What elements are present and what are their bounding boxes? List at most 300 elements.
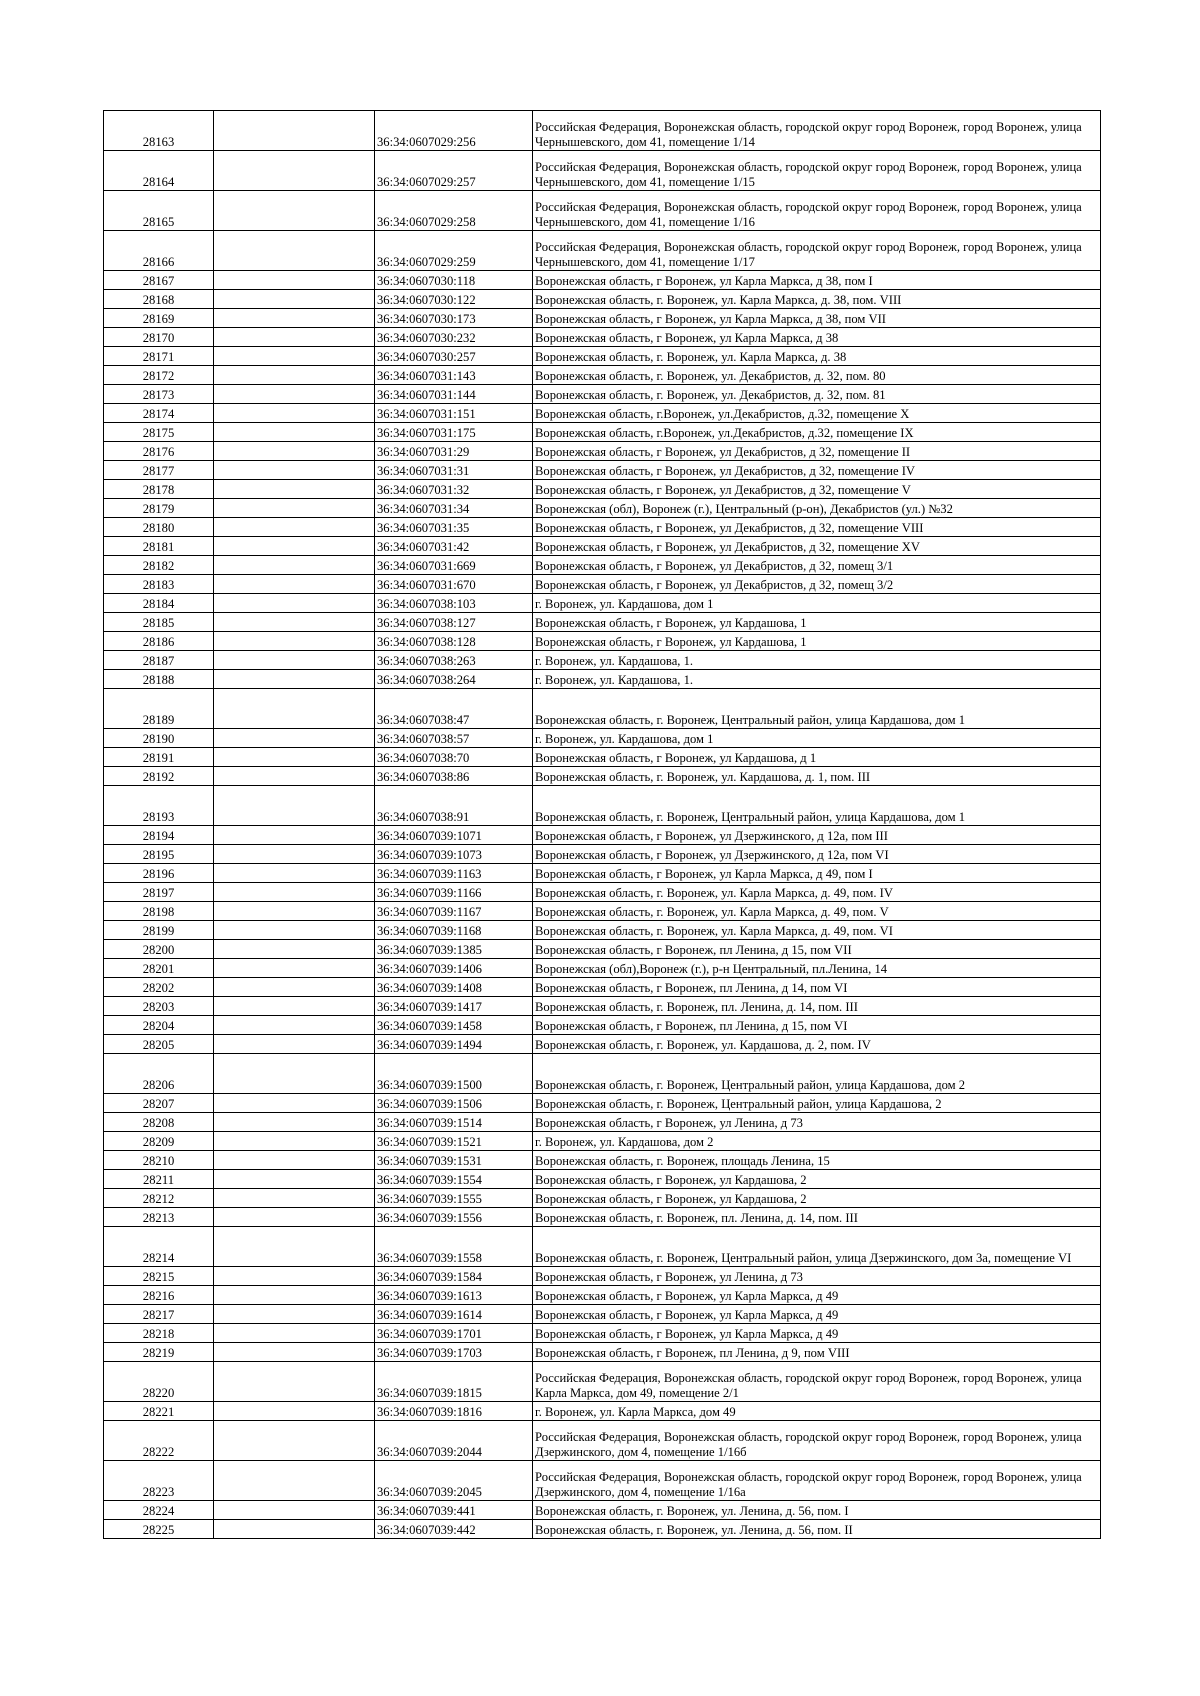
cadastral-number-cell: 36:34:0607031:29 <box>375 442 533 461</box>
cadastral-number-cell: 36:34:0607039:1555 <box>375 1189 533 1208</box>
table-row <box>104 442 1101 461</box>
table-row <box>104 1343 1101 1362</box>
empty-cell <box>214 786 375 826</box>
row-number-cell: 28181 <box>104 537 214 556</box>
empty-cell <box>214 594 375 613</box>
empty-cell <box>214 1132 375 1151</box>
empty-cell <box>214 366 375 385</box>
row-number-cell: 28203 <box>104 997 214 1016</box>
address-cell: Воронежская область, г Воронеж, пл Ленина, д 14, пом VI <box>533 978 1101 997</box>
cadastral-number-cell: 36:34:0607039:1073 <box>375 845 533 864</box>
empty-cell <box>214 1170 375 1189</box>
cadastral-number-cell: 36:34:0607039:1406 <box>375 959 533 978</box>
cadastral-number-cell: 36:34:0607038:263 <box>375 651 533 670</box>
cadastral-number-cell: 36:34:0607031:35 <box>375 518 533 537</box>
table-row <box>104 1267 1101 1286</box>
table-row <box>104 786 1101 826</box>
address-cell: Воронежская (обл), Воронеж (г.), Центральный (р-он), Декабристов (ул.) №32 <box>533 499 1101 518</box>
empty-cell <box>214 309 375 328</box>
table-row <box>104 729 1101 748</box>
empty-cell <box>214 1343 375 1362</box>
cadastral-number-cell: 36:34:0607038:127 <box>375 613 533 632</box>
cadastral-number-cell: 36:34:0607039:1521 <box>375 1132 533 1151</box>
address-cell: Воронежская область, г. Воронеж, ул. Ленина, д. 56, пом. I <box>533 1501 1101 1520</box>
row-number-cell: 28176 <box>104 442 214 461</box>
address-cell: Воронежская область, г. Воронеж, ул. Кардашова, д. 1, пом. III <box>533 767 1101 786</box>
table-row <box>104 518 1101 537</box>
table-row <box>104 1402 1101 1421</box>
empty-cell <box>214 1094 375 1113</box>
table-row <box>104 883 1101 902</box>
row-number-cell: 28171 <box>104 347 214 366</box>
table-row <box>104 556 1101 575</box>
row-number-cell: 28214 <box>104 1227 214 1267</box>
cadastral-number-cell: 36:34:0607038:103 <box>375 594 533 613</box>
table-row <box>104 347 1101 366</box>
empty-cell <box>214 1151 375 1170</box>
table-row <box>104 111 1101 151</box>
row-number-cell: 28205 <box>104 1035 214 1054</box>
empty-cell <box>214 328 375 347</box>
table-row <box>104 537 1101 556</box>
address-cell: Российская Федерация, Воронежская область, городской округ город Воронеж, город Воронеж, улица Дзержинского, дом 4, помещение 1/16а <box>533 1461 1101 1501</box>
address-cell: Воронежская область, г Воронеж, ул Декабристов, д 32, помещение V <box>533 480 1101 499</box>
empty-cell <box>214 442 375 461</box>
table-row <box>104 1094 1101 1113</box>
address-cell: Воронежская область, г Воронеж, ул Декабристов, д 32, помещение XV <box>533 537 1101 556</box>
empty-cell <box>214 480 375 499</box>
row-number-cell: 28219 <box>104 1343 214 1362</box>
address-cell: г. Воронеж, ул. Кардашова, 1. <box>533 651 1101 670</box>
cadastral-number-cell: 36:34:0607031:31 <box>375 461 533 480</box>
row-number-cell: 28200 <box>104 940 214 959</box>
empty-cell <box>214 537 375 556</box>
cadastral-number-cell: 36:34:0607039:1701 <box>375 1324 533 1343</box>
row-number-cell: 28223 <box>104 1461 214 1501</box>
address-cell: Воронежская область, г Воронеж, ул Карла Маркса, д 49 <box>533 1305 1101 1324</box>
row-number-cell: 28190 <box>104 729 214 748</box>
empty-cell <box>214 689 375 729</box>
cadastral-number-cell: 36:34:0607039:1071 <box>375 826 533 845</box>
cadastral-number-cell: 36:34:0607031:42 <box>375 537 533 556</box>
empty-cell <box>214 670 375 689</box>
address-cell: Воронежская область, г Воронеж, ул Кардашова, 2 <box>533 1170 1101 1189</box>
address-cell: Воронежская область, г Воронеж, ул Карла Маркса, д 49 <box>533 1286 1101 1305</box>
cadastral-number-cell: 36:34:0607031:151 <box>375 404 533 423</box>
address-cell: Воронежская область, г Воронеж, ул Ленина, д 73 <box>533 1267 1101 1286</box>
empty-cell <box>214 385 375 404</box>
row-number-cell: 28178 <box>104 480 214 499</box>
address-cell: Воронежская область, г Воронеж, ул Декабристов, д 32, помещение II <box>533 442 1101 461</box>
cadastral-number-cell: 36:34:0607030:122 <box>375 290 533 309</box>
empty-cell <box>214 1421 375 1461</box>
address-cell: Воронежская область, г. Воронеж, ул. Карла Маркса, д. 49, пом. VI <box>533 921 1101 940</box>
empty-cell <box>214 1362 375 1402</box>
table-row <box>104 1151 1101 1170</box>
table-row <box>104 767 1101 786</box>
empty-cell <box>214 1402 375 1421</box>
table-row <box>104 959 1101 978</box>
empty-cell <box>214 845 375 864</box>
address-cell: Воронежская область, г Воронеж, ул Кардашова, д 1 <box>533 748 1101 767</box>
cadastral-number-cell: 36:34:0607031:670 <box>375 575 533 594</box>
table-row <box>104 271 1101 290</box>
empty-cell <box>214 518 375 537</box>
cadastral-number-cell: 36:34:0607029:259 <box>375 231 533 271</box>
empty-cell <box>214 404 375 423</box>
table-row <box>104 940 1101 959</box>
empty-cell <box>214 499 375 518</box>
row-number-cell: 28163 <box>104 111 214 151</box>
row-number-cell: 28195 <box>104 845 214 864</box>
row-number-cell: 28180 <box>104 518 214 537</box>
cadastral-number-cell: 36:34:0607039:1506 <box>375 1094 533 1113</box>
table-row <box>104 997 1101 1016</box>
table-row <box>104 309 1101 328</box>
cadastral-number-cell: 36:34:0607029:256 <box>375 111 533 151</box>
table-row <box>104 902 1101 921</box>
empty-cell <box>214 997 375 1016</box>
table-row <box>104 921 1101 940</box>
table-row <box>104 632 1101 651</box>
table-row <box>104 826 1101 845</box>
cadastral-number-cell: 36:34:0607039:1816 <box>375 1402 533 1421</box>
cadastral-number-cell: 36:34:0607039:1408 <box>375 978 533 997</box>
cadastral-number-cell: 36:34:0607039:1385 <box>375 940 533 959</box>
address-cell: Воронежская область, г Воронеж, ул Карла Маркса, д 49 <box>533 1324 1101 1343</box>
address-cell: Воронежская область, г. Воронеж, Центральный район, улица Кардашова, 2 <box>533 1094 1101 1113</box>
cadastral-number-cell: 36:34:0607039:1613 <box>375 1286 533 1305</box>
empty-cell <box>214 423 375 442</box>
table-row <box>104 575 1101 594</box>
table-row <box>104 1520 1101 1539</box>
cadastral-number-cell: 36:34:0607030:173 <box>375 309 533 328</box>
table-row <box>104 1132 1101 1151</box>
table-row <box>104 1035 1101 1054</box>
address-cell: Воронежская область, г. Воронеж, ул. Декабристов, д. 32, пом. 81 <box>533 385 1101 404</box>
table-row <box>104 651 1101 670</box>
table-row <box>104 1170 1101 1189</box>
cadastral-number-cell: 36:34:0607039:2044 <box>375 1421 533 1461</box>
row-number-cell: 28198 <box>104 902 214 921</box>
address-cell: Российская Федерация, Воронежская область, городской округ город Воронеж, город Воронеж, улица Дзержинского, дом 4, помещение 1/16б <box>533 1421 1101 1461</box>
cadastral-number-cell: 36:34:0607039:1168 <box>375 921 533 940</box>
row-number-cell: 28201 <box>104 959 214 978</box>
empty-cell <box>214 748 375 767</box>
address-cell: Воронежская область, г Воронеж, ул Карла Маркса, д 38, пом I <box>533 271 1101 290</box>
table-body <box>104 111 1101 1539</box>
cadastral-number-cell: 36:34:0607031:34 <box>375 499 533 518</box>
row-number-cell: 28187 <box>104 651 214 670</box>
row-number-cell: 28197 <box>104 883 214 902</box>
address-cell: Воронежская область, г Воронеж, ул Декабристов, д 32, помещ 3/2 <box>533 575 1101 594</box>
address-cell: Воронежская область, г. Воронеж, ул. Карла Маркса, д. 49, пом. IV <box>533 883 1101 902</box>
row-number-cell: 28193 <box>104 786 214 826</box>
cadastral-number-cell: 36:34:0607039:1417 <box>375 997 533 1016</box>
row-number-cell: 28217 <box>104 1305 214 1324</box>
property-table <box>103 110 1101 1539</box>
address-cell: Воронежская область, г.Воронеж, ул.Декабристов, д.32, помещение X <box>533 404 1101 423</box>
empty-cell <box>214 1054 375 1094</box>
empty-cell <box>214 1305 375 1324</box>
table-row <box>104 1362 1101 1402</box>
empty-cell <box>214 883 375 902</box>
cadastral-number-cell: 36:34:0607039:1558 <box>375 1227 533 1267</box>
address-cell: Воронежская область, г Воронеж, ул Декабристов, д 32, помещение IV <box>533 461 1101 480</box>
table-row <box>104 480 1101 499</box>
table-row <box>104 366 1101 385</box>
row-number-cell: 28196 <box>104 864 214 883</box>
table-row <box>104 1113 1101 1132</box>
table-row <box>104 864 1101 883</box>
row-number-cell: 28166 <box>104 231 214 271</box>
address-cell: Воронежская область, г Воронеж, ул Ленина, д 73 <box>533 1113 1101 1132</box>
empty-cell <box>214 575 375 594</box>
row-number-cell: 28213 <box>104 1208 214 1227</box>
address-cell: Воронежская (обл),Воронеж (г.), р-н Центральный, пл.Ленина, 14 <box>533 959 1101 978</box>
row-number-cell: 28202 <box>104 978 214 997</box>
address-cell: г. Воронеж, ул. Кардашова, дом 1 <box>533 729 1101 748</box>
table-row <box>104 1189 1101 1208</box>
empty-cell <box>214 1113 375 1132</box>
table-row <box>104 461 1101 480</box>
empty-cell <box>214 1324 375 1343</box>
table-row <box>104 1208 1101 1227</box>
row-number-cell: 28192 <box>104 767 214 786</box>
cadastral-number-cell: 36:34:0607031:143 <box>375 366 533 385</box>
row-number-cell: 28185 <box>104 613 214 632</box>
table-row <box>104 1324 1101 1343</box>
empty-cell <box>214 290 375 309</box>
cadastral-number-cell: 36:34:0607039:1514 <box>375 1113 533 1132</box>
cadastral-number-cell: 36:34:0607039:1166 <box>375 883 533 902</box>
address-cell: Воронежская область, г Воронеж, ул Кардашова, 1 <box>533 613 1101 632</box>
cadastral-number-cell: 36:34:0607030:257 <box>375 347 533 366</box>
address-cell: Воронежская область, г. Воронеж, ул. Карла Маркса, д. 49, пом. V <box>533 902 1101 921</box>
address-cell: г. Воронеж, ул. Кардашова, 1. <box>533 670 1101 689</box>
address-cell: Воронежская область, г Воронеж, ул Карла Маркса, д 38, пом VII <box>533 309 1101 328</box>
address-cell: Воронежская область, г Воронеж, ул Карла Маркса, д 38 <box>533 328 1101 347</box>
cadastral-number-cell: 36:34:0607038:86 <box>375 767 533 786</box>
empty-cell <box>214 921 375 940</box>
cadastral-number-cell: 36:34:0607039:1458 <box>375 1016 533 1035</box>
cadastral-number-cell: 36:34:0607031:144 <box>375 385 533 404</box>
empty-cell <box>214 864 375 883</box>
cadastral-number-cell: 36:34:0607039:2045 <box>375 1461 533 1501</box>
empty-cell <box>214 729 375 748</box>
address-cell: Российская Федерация, Воронежская область, городской округ город Воронеж, город Воронеж, улица Чернышевского, дом 41, помещение 1/17 <box>533 231 1101 271</box>
cadastral-number-cell: 36:34:0607039:1167 <box>375 902 533 921</box>
empty-cell <box>214 767 375 786</box>
row-number-cell: 28218 <box>104 1324 214 1343</box>
table-row <box>104 978 1101 997</box>
empty-cell <box>214 1189 375 1208</box>
table-row <box>104 845 1101 864</box>
row-number-cell: 28212 <box>104 1189 214 1208</box>
row-number-cell: 28165 <box>104 191 214 231</box>
table-row <box>104 594 1101 613</box>
empty-cell <box>214 271 375 290</box>
table-row <box>104 1286 1101 1305</box>
table-row <box>104 328 1101 347</box>
table-row <box>104 1227 1101 1267</box>
row-number-cell: 28167 <box>104 271 214 290</box>
row-number-cell: 28208 <box>104 1113 214 1132</box>
address-cell: г. Воронеж, ул. Кардашова, дом 1 <box>533 594 1101 613</box>
empty-cell <box>214 151 375 191</box>
row-number-cell: 28175 <box>104 423 214 442</box>
cadastral-number-cell: 36:34:0607038:264 <box>375 670 533 689</box>
address-cell: Воронежская область, г. Воронеж, Центральный район, улица Дзержинского, дом 3а, помещение VI <box>533 1227 1101 1267</box>
address-cell: Воронежская область, г Воронеж, пл Ленина, д 9, пом VIII <box>533 1343 1101 1362</box>
row-number-cell: 28207 <box>104 1094 214 1113</box>
cadastral-number-cell: 36:34:0607031:175 <box>375 423 533 442</box>
row-number-cell: 28216 <box>104 1286 214 1305</box>
row-number-cell: 28204 <box>104 1016 214 1035</box>
row-number-cell: 28173 <box>104 385 214 404</box>
cadastral-number-cell: 36:34:0607039:1531 <box>375 1151 533 1170</box>
cadastral-number-cell: 36:34:0607031:669 <box>375 556 533 575</box>
empty-cell <box>214 651 375 670</box>
row-number-cell: 28220 <box>104 1362 214 1402</box>
empty-cell <box>214 613 375 632</box>
address-cell: Российская Федерация, Воронежская область, городской округ город Воронеж, город Воронеж, улица Карла Маркса, дом 49, помещение 2/1 <box>533 1362 1101 1402</box>
address-cell: Воронежская область, г.Воронеж, ул.Декабристов, д.32, помещение IX <box>533 423 1101 442</box>
cadastral-number-cell: 36:34:0607038:128 <box>375 632 533 651</box>
row-number-cell: 28170 <box>104 328 214 347</box>
cadastral-number-cell: 36:34:0607038:70 <box>375 748 533 767</box>
row-number-cell: 28169 <box>104 309 214 328</box>
address-cell: г. Воронеж, ул. Кардашова, дом 2 <box>533 1132 1101 1151</box>
address-cell: Воронежская область, г Воронеж, ул Кардашова, 1 <box>533 632 1101 651</box>
cadastral-number-cell: 36:34:0607039:1614 <box>375 1305 533 1324</box>
row-number-cell: 28184 <box>104 594 214 613</box>
empty-cell <box>214 1208 375 1227</box>
row-number-cell: 28209 <box>104 1132 214 1151</box>
table-row <box>104 613 1101 632</box>
table-row <box>104 231 1101 271</box>
empty-cell <box>214 191 375 231</box>
table-row <box>104 385 1101 404</box>
row-number-cell: 28189 <box>104 689 214 729</box>
table-row <box>104 689 1101 729</box>
cadastral-number-cell: 36:34:0607039:1556 <box>375 1208 533 1227</box>
row-number-cell: 28177 <box>104 461 214 480</box>
cadastral-number-cell: 36:34:0607039:1703 <box>375 1343 533 1362</box>
address-cell: Российская Федерация, Воронежская область, городской округ город Воронеж, город Воронеж, улица Чернышевского, дом 41, помещение 1/16 <box>533 191 1101 231</box>
row-number-cell: 28172 <box>104 366 214 385</box>
table-row <box>104 670 1101 689</box>
row-number-cell: 28191 <box>104 748 214 767</box>
row-number-cell: 28179 <box>104 499 214 518</box>
table-row <box>104 151 1101 191</box>
address-cell: Воронежская область, г. Воронеж, ул. Декабристов, д. 32, пом. 80 <box>533 366 1101 385</box>
table-row <box>104 191 1101 231</box>
row-number-cell: 28211 <box>104 1170 214 1189</box>
address-cell: Воронежская область, г. Воронеж, ул. Карла Маркса, д. 38 <box>533 347 1101 366</box>
cadastral-number-cell: 36:34:0607029:258 <box>375 191 533 231</box>
address-cell: Российская Федерация, Воронежская область, городской округ город Воронеж, город Воронеж, улица Чернышевского, дом 41, помещение 1/14 <box>533 111 1101 151</box>
address-cell: Воронежская область, г. Воронеж, Центральный район, улица Кардашова, дом 1 <box>533 689 1101 729</box>
empty-cell <box>214 1016 375 1035</box>
empty-cell <box>214 826 375 845</box>
row-number-cell: 28224 <box>104 1501 214 1520</box>
table-row <box>104 423 1101 442</box>
empty-cell <box>214 1035 375 1054</box>
empty-cell <box>214 111 375 151</box>
empty-cell <box>214 1461 375 1501</box>
empty-cell <box>214 231 375 271</box>
table-row <box>104 1054 1101 1094</box>
cadastral-number-cell: 36:34:0607030:118 <box>375 271 533 290</box>
cadastral-number-cell: 36:34:0607038:57 <box>375 729 533 748</box>
row-number-cell: 28182 <box>104 556 214 575</box>
address-cell: Воронежская область, г. Воронеж, пл. Ленина, д. 14, пом. III <box>533 997 1101 1016</box>
empty-cell <box>214 902 375 921</box>
row-number-cell: 28186 <box>104 632 214 651</box>
cadastral-number-cell: 36:34:0607039:1500 <box>375 1054 533 1094</box>
address-cell: Воронежская область, г. Воронеж, ул. Карла Маркса, д. 38, пом. VIII <box>533 290 1101 309</box>
empty-cell <box>214 556 375 575</box>
cadastral-number-cell: 36:34:0607038:47 <box>375 689 533 729</box>
table-row <box>104 290 1101 309</box>
table-row <box>104 1461 1101 1501</box>
cadastral-number-cell: 36:34:0607038:91 <box>375 786 533 826</box>
empty-cell <box>214 1286 375 1305</box>
address-cell: Российская Федерация, Воронежская область, городской округ город Воронеж, город Воронеж, улица Чернышевского, дом 41, помещение 1/15 <box>533 151 1101 191</box>
empty-cell <box>214 940 375 959</box>
empty-cell <box>214 461 375 480</box>
address-cell: Воронежская область, г. Воронеж, Центральный район, улица Кардашова, дом 1 <box>533 786 1101 826</box>
address-cell: Воронежская область, г Воронеж, ул Дзержинского, д 12а, пом III <box>533 826 1101 845</box>
address-cell: Воронежская область, г Воронеж, ул Декабристов, д 32, помещение VIII <box>533 518 1101 537</box>
cadastral-number-cell: 36:34:0607039:1163 <box>375 864 533 883</box>
row-number-cell: 28222 <box>104 1421 214 1461</box>
empty-cell <box>214 978 375 997</box>
row-number-cell: 28174 <box>104 404 214 423</box>
address-cell: Воронежская область, г Воронеж, ул Декабристов, д 32, помещ 3/1 <box>533 556 1101 575</box>
row-number-cell: 28188 <box>104 670 214 689</box>
row-number-cell: 28215 <box>104 1267 214 1286</box>
address-cell: г. Воронеж, ул. Карла Маркса, дом 49 <box>533 1402 1101 1421</box>
row-number-cell: 28183 <box>104 575 214 594</box>
address-cell: Воронежская область, г. Воронеж, ул. Кардашова, д. 2, пом. IV <box>533 1035 1101 1054</box>
empty-cell <box>214 632 375 651</box>
address-cell: Воронежская область, г Воронеж, пл Ленина, д 15, пом VII <box>533 940 1101 959</box>
empty-cell <box>214 1227 375 1267</box>
table-row <box>104 748 1101 767</box>
cadastral-number-cell: 36:34:0607031:32 <box>375 480 533 499</box>
address-cell: Воронежская область, г Воронеж, ул Карла Маркса, д 49, пом I <box>533 864 1101 883</box>
row-number-cell: 28199 <box>104 921 214 940</box>
cadastral-number-cell: 36:34:0607039:441 <box>375 1501 533 1520</box>
table-row <box>104 499 1101 518</box>
empty-cell <box>214 959 375 978</box>
empty-cell <box>214 347 375 366</box>
row-number-cell: 28168 <box>104 290 214 309</box>
cadastral-number-cell: 36:34:0607030:232 <box>375 328 533 347</box>
cadastral-number-cell: 36:34:0607039:1494 <box>375 1035 533 1054</box>
address-cell: Воронежская область, г. Воронеж, Центральный район, улица Кардашова, дом 2 <box>533 1054 1101 1094</box>
cadastral-number-cell: 36:34:0607039:1554 <box>375 1170 533 1189</box>
table-row <box>104 1421 1101 1461</box>
row-number-cell: 28194 <box>104 826 214 845</box>
row-number-cell: 28221 <box>104 1402 214 1421</box>
address-cell: Воронежская область, г. Воронеж, площадь Ленина, 15 <box>533 1151 1101 1170</box>
empty-cell <box>214 1501 375 1520</box>
cadastral-number-cell: 36:34:0607039:1584 <box>375 1267 533 1286</box>
cadastral-number-cell: 36:34:0607029:257 <box>375 151 533 191</box>
